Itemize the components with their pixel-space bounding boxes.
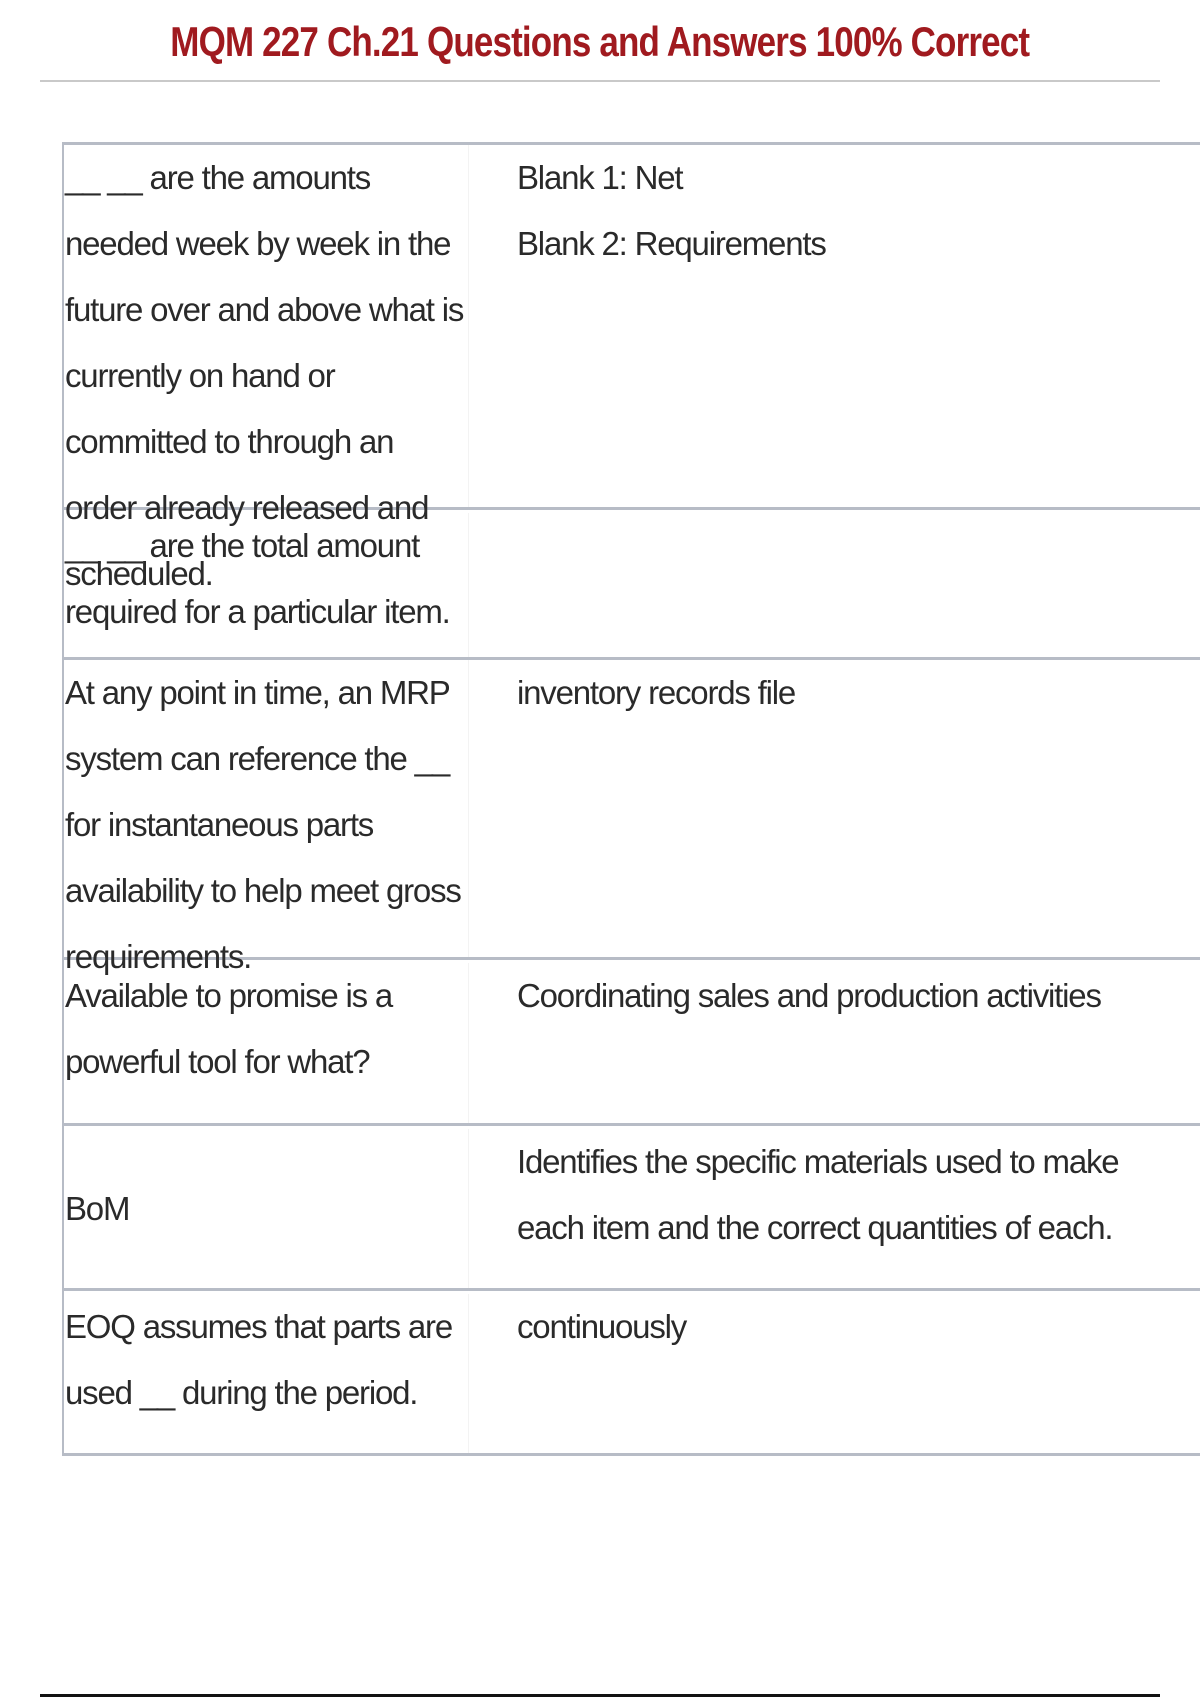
answer-cell	[469, 145, 1200, 507]
title-divider	[40, 80, 1160, 82]
question-cell: __ __ are the amounts needed week by week in the future over and above what is currently on hand or committed to through an order already released and scheduled.	[64, 145, 469, 507]
table-row	[64, 513, 1200, 660]
answer-line: continuously	[517, 1308, 687, 1345]
answer-line: Identifies the specific materials used to make each item and the correct quantities of each.	[517, 1143, 1119, 1246]
question-cell: EOQ assumes that parts are used __ during the period.	[64, 1294, 469, 1453]
answer-cell	[469, 1294, 1200, 1453]
answer-line: inventory records file	[517, 674, 796, 711]
question-cell: __ __ are the total amount required for a particular item.	[64, 513, 469, 657]
question-cell: Available to promise is a powerful tool for what?	[64, 963, 469, 1123]
answer-line: Blank 1: Net	[517, 159, 683, 196]
table-row	[64, 660, 1200, 975]
qa-table	[62, 142, 1200, 1456]
footer-divider	[40, 1694, 1160, 1697]
answer-line: Blank 2: Requirements	[517, 225, 826, 262]
answer-cell	[469, 660, 1200, 957]
table-row	[64, 1129, 1200, 1291]
answer-cell	[469, 1129, 1200, 1288]
question-cell: At any point in time, an MRP system can reference the __ for instantaneous parts availability to help meet gross requirements.	[64, 660, 469, 957]
answer-cell	[469, 513, 1200, 657]
question-cell: BoM	[64, 1129, 469, 1288]
document-title: MQM 227 Ch.21 Questions and Answers 100% Correct	[170, 18, 1030, 65]
answer-line: Coordinating sales and production activities	[517, 977, 1101, 1014]
answer-cell	[469, 963, 1200, 1123]
table-row	[64, 1294, 1200, 1456]
table-row	[64, 963, 1200, 1126]
